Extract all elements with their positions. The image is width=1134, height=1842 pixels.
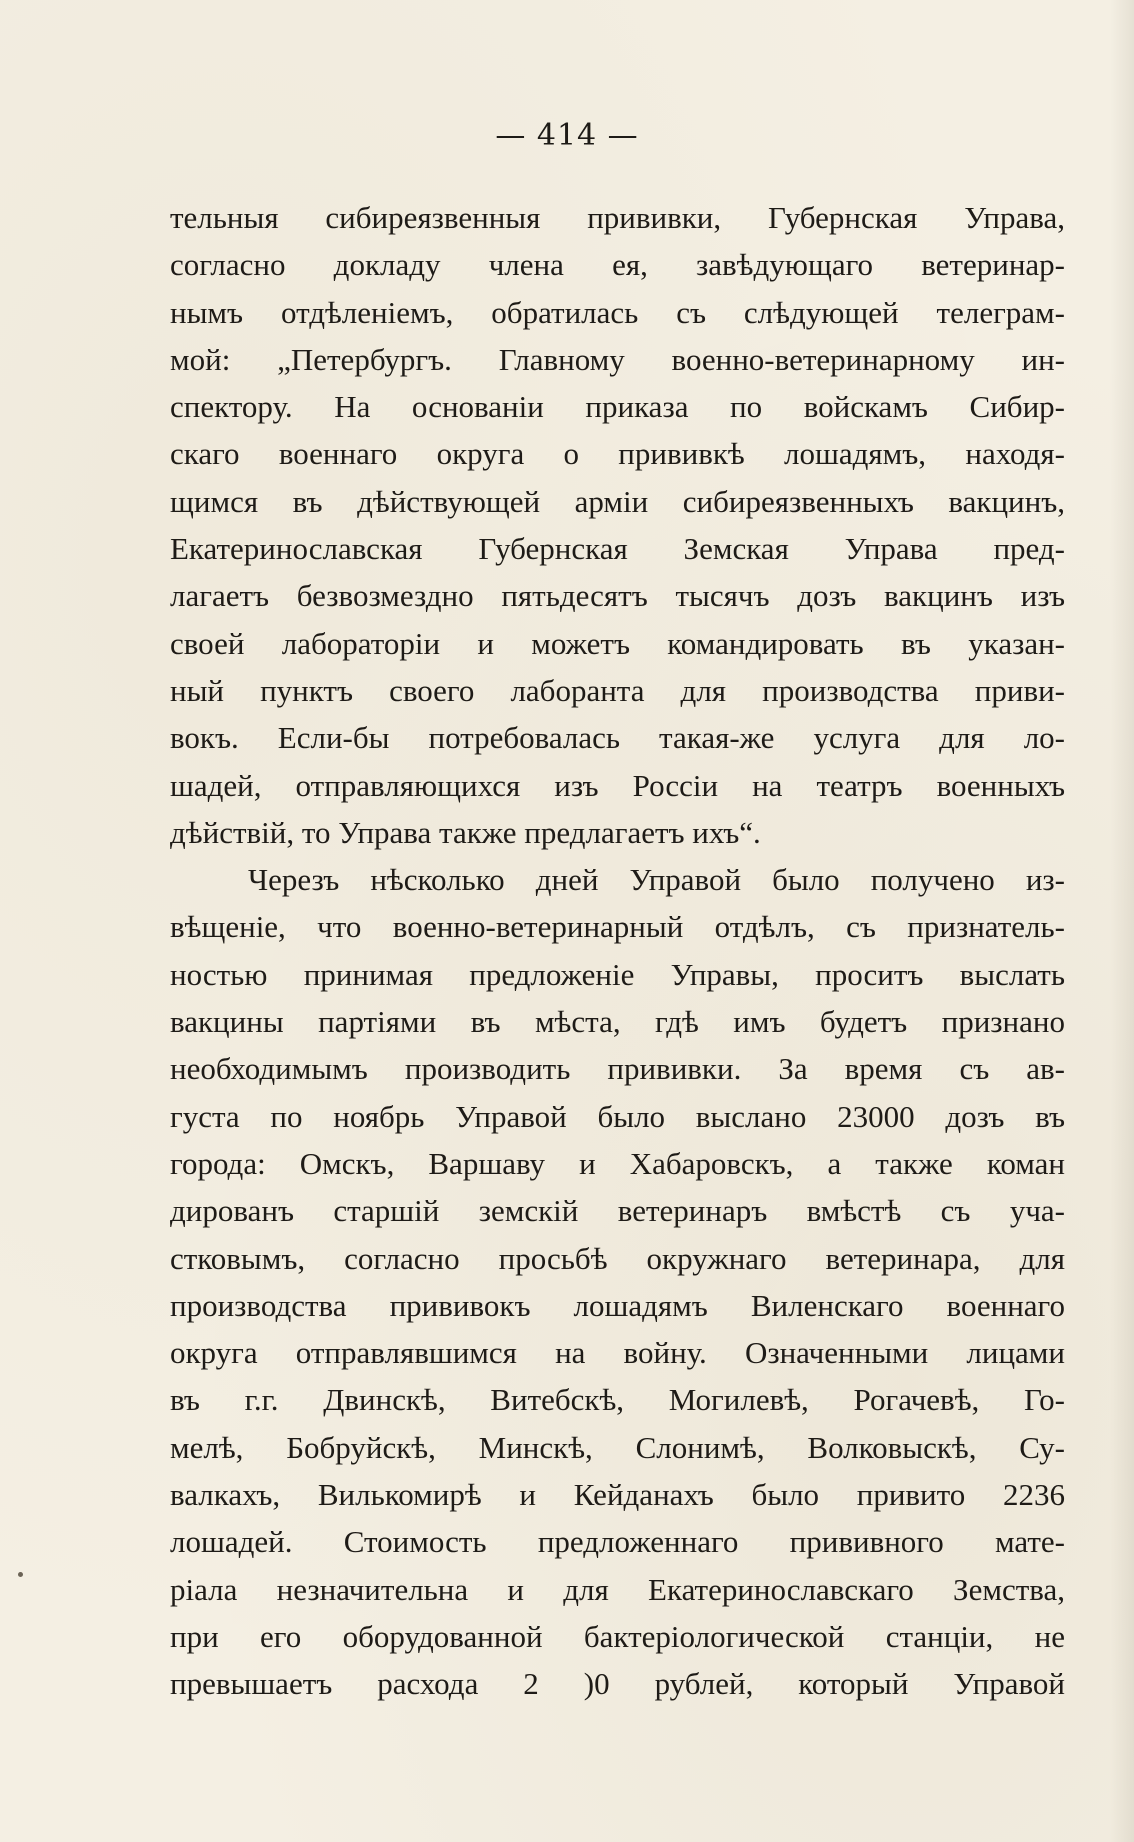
ink-spot [18, 1572, 23, 1577]
text-line: лагаетъ безвозмездно пятьдесятъ тысячъ дозъ вакцинъ изъ [170, 578, 1065, 614]
text-line: города: Омскъ, Варшаву и Хабаровскъ, а также коман [170, 1145, 1065, 1181]
text-line: вакцины партіями въ мѣста, гдѣ имъ будетъ признано [170, 1004, 1065, 1040]
text-line: Екатеринославская Губернская Земская Управа пред- [170, 531, 1065, 567]
text-line: согласно докладу члена ея, завѣдующаго ветеринар- [170, 247, 1065, 283]
text-line: вокъ. Если-бы потребовалась такая-же услуга для ло- [170, 720, 1065, 756]
text-line: вѣщеніе, что военно-ветеринарный отдѣлъ, съ признатель- [170, 909, 1065, 945]
text-line: округа отправлявшимся на войну. Означенными лицами [170, 1335, 1065, 1371]
text-line: спектору. На основаніи приказа по войскамъ Сибир- [170, 389, 1065, 425]
body-text [170, 194, 1065, 1708]
text-line: мой: „Петербургъ. Главному военно-ветеринарному ин- [170, 341, 1065, 377]
text-line: шадей, отправляющихся изъ Россіи на театръ военныхъ [170, 767, 1065, 803]
text-line: производства прививокъ лошадямъ Виленскаго военнаго [170, 1287, 1065, 1323]
text-line: въ г.г. Двинскѣ, Витебскѣ, Могилевѣ, Рогачевѣ, Го- [170, 1382, 1065, 1418]
text-line: тельныя сибиреязвенныя прививки, Губернская Управа, [170, 200, 1065, 235]
text-line: при его оборудованной бактеріологической станціи, не [170, 1618, 1065, 1654]
text-line: ный пунктъ своего лаборанта для производства приви- [170, 672, 1065, 708]
text-line: нымъ отдѣленіемъ, обратилась съ слѣдующей телеграм- [170, 294, 1065, 330]
text-line: превышаетъ расхода 2 )0 рублей, который Управой [170, 1666, 1065, 1702]
text-line: дированъ старшій земскій ветеринаръ вмѣстѣ съ уча- [170, 1193, 1065, 1229]
text-line: лошадей. Стоимость предложеннаго прививного мате- [170, 1524, 1065, 1560]
text-line-paragraph-start: Черезъ нѣсколько дней Управой было получено из- [248, 862, 1065, 898]
text-line: стковымъ, согласно просьбѣ окружнаго ветеринара, для [170, 1240, 1065, 1276]
text-line-paragraph-end: дѣйствій, то Управа также предлагаетъ ихъ“. [170, 814, 761, 850]
text-line: скаго военнаго округа о прививкѣ лошадямъ, находя- [170, 436, 1065, 472]
page-number: — 414 — [495, 118, 639, 153]
text-line: мелѣ, Бобруйскѣ, Минскѣ, Слонимѣ, Волковыскѣ, Су- [170, 1429, 1065, 1465]
text-line: щимся въ дѣйствующей арміи сибиреязвенныхъ вакцинъ, [170, 483, 1065, 519]
text-line: ріала незначительна и для Екатеринославскаго Земства, [170, 1571, 1065, 1607]
text-line: ностью принимая предложеніе Управы, проситъ выслать [170, 956, 1065, 992]
text-line: густа по ноябрь Управой было выслано 23000 дозъ въ [170, 1098, 1065, 1134]
text-line: своей лабораторіи и можетъ командировать въ указан- [170, 625, 1065, 661]
text-line: валкахъ, Вилькомирѣ и Кейданахъ было привито 2236 [170, 1477, 1065, 1513]
text-line: необходимымъ производить прививки. За время съ ав- [170, 1051, 1065, 1087]
page-edge-shadow [1110, 0, 1134, 1842]
